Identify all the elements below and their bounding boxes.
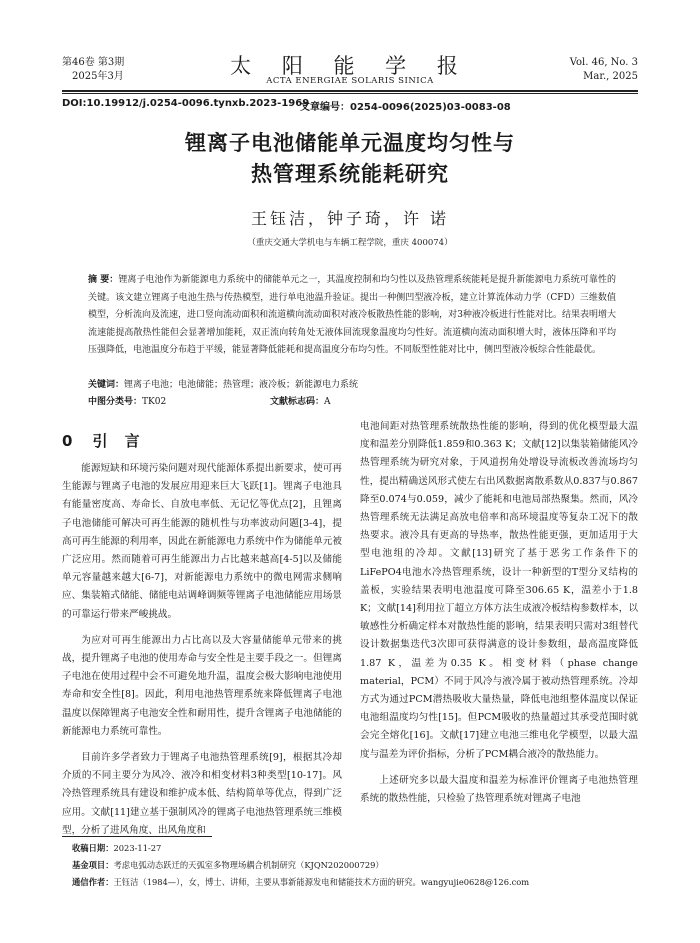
article-number: 文章编号：0254-0096(2025)03-0083-08 bbox=[300, 102, 511, 113]
section-number: 0 bbox=[62, 432, 79, 450]
header-volume-info bbox=[62, 56, 124, 84]
header-date-en: Mar., 2025 bbox=[583, 71, 638, 82]
abstract bbox=[88, 272, 616, 360]
keywords-label: 关键词： bbox=[88, 380, 125, 390]
paragraph: 为应对可再生能源出力占比高以及大容量储能单元带来的挑战，提升锂离子电池的使用寿命与安全性是主要手段之一。但锂离子电池在使用过程中会不可避免地升温，温度会极大影响电池使用寿命和安全性[8]。因此，利用电池热管理系统来降低锂离子电池温度以保障锂离子电池安全性和耐用性，提升含锂离子电池储能的新能源电力系统可靠性。 bbox=[62, 634, 342, 737]
affiliation: （重庆交通大学机电与车辆工程学院，重庆 400074） bbox=[247, 238, 453, 248]
article-title-line1: 锂离子电池储能单元温度均匀性与 bbox=[185, 131, 515, 155]
journal-title-cn: 太 阳 能 学 报 bbox=[230, 54, 470, 78]
clc-label: 中图分类号： bbox=[88, 397, 143, 407]
author-label: 通信作者： bbox=[72, 877, 114, 887]
fund-label: 基金项目： bbox=[72, 860, 114, 870]
article-title-line2: 热管理系统能耗研究 bbox=[251, 162, 449, 186]
abstract-label: 摘 要： bbox=[88, 275, 119, 285]
footnote bbox=[72, 840, 638, 891]
section-title: 引 言 bbox=[92, 432, 146, 450]
paragraph: 电池间距对热管理系统散热性能的影响，得到的优化模型最大温度和温差分别降低1.859和0.363 K；文献[12]以集装箱储能风冷热管理系统为研究对象，于风道拐角处增设导流板改善流场均匀性，提出精确送风形式使左右出风数据离散系数从0.837与0.867降至0.074与0.059，减少了能耗和电池局部热聚集。然而，风冷热管理系统无法满足高放电倍率和高环境温度等复杂工况下的散热要求。液冷具有更高的导热率，散热性能更强，更加适用于大型电池组的冷却。文献[13]研究了基于恶劣工作条件下的LiFePO4电池水冷热管理系统，设计一种新型的T型分叉结构的盖板，实验结果表明电池温度可降至306.65 K，温差小于1.8 K；文献[14]利用拉丁超立方体方法生成液冷板结构参数样本，以敏感性分析确定样本对散热性能的影响，结果表明只需对3组替代设计数据集迭代3次即可获得满意的设计参数组，最高温度降低1.87 K，温差为0.35 K。相变材料（phase change material，PCM）不同于风冷与液冷属于被动热管理系统。冷却方式为通过PCM潜热吸收大量热量，降低电池组整体温度以保证电池组温度均匀性[15]。但PCM吸收的热量超过其承受范围时就会完全熔化[16]。文献[17]建立电池三维电化学模型，以最大温度与温差为评价指标，分析了PCM耦合液冷的散热能力。 bbox=[360, 421, 638, 760]
footnote-author bbox=[72, 874, 638, 891]
header-volume-cn: 第46卷 第3期 bbox=[62, 57, 125, 68]
header-rule-bottom bbox=[62, 93, 638, 94]
paragraph: 能源短缺和环境污染问题对现代能源体系提出新要求，使可再生能源与锂离子电池的发展应用迎来巨大飞跃[1]。锂离子电池具有能量密度高、寿命长、自放电率低、无记忆等优点[2]，且锂离子电池储能可解决可再生能源的随机性与功率波动问题[3-4]，提高可再生能源的利用率，因此在新能源电力系统中作为储能单元被广泛应用。然而随着可再生能源出力占比越来越高[4-5]以及储能单元容量越来越大[6-7]，对新能源电力系统中的微电网需求侧响应、集装箱式储能、储能电站调峰调频等锂离子电池储能应用场景的可靠运行带来严峻挑战。 bbox=[62, 463, 342, 620]
received-label: 收稿日期： bbox=[72, 843, 114, 853]
document-code bbox=[270, 394, 331, 407]
header-volume-en: Vol. 46, No. 3 bbox=[569, 57, 638, 68]
clc-value: TK02 bbox=[142, 397, 167, 407]
footnote-received bbox=[72, 840, 638, 857]
left-column bbox=[62, 460, 342, 840]
header-rule-top bbox=[62, 90, 638, 92]
header-volume-info-en bbox=[570, 56, 638, 84]
author-value: 王钰洁（1984—），女，博士、讲师，主要从事新能源发电和储能技术方面的研究。wangyujie0628@126.com bbox=[113, 877, 530, 887]
footnote-fund bbox=[72, 857, 638, 874]
doc-code-value: A bbox=[324, 397, 331, 407]
paragraph: 上述研究多以最大温度和温差为标准评价锂离子电池热管理系统的散热性能，只检验了热管理系统对锂离子电池 bbox=[360, 774, 638, 805]
doi: DOI:10.19912/j.0254-0096.tynxb.2023-1969 bbox=[62, 98, 310, 109]
header-date-cn: 2025年3月 bbox=[72, 71, 124, 82]
fund-value: 考虑电弧动态跃迁的天弧室多物理场耦合机制研究（KJQN202000729） bbox=[113, 860, 384, 870]
journal-title-en: ACTA ENERGIAE SOLARIS SINICA bbox=[266, 76, 434, 86]
right-column bbox=[360, 418, 638, 808]
section-heading bbox=[62, 430, 146, 451]
article-title bbox=[62, 128, 638, 190]
footnote-rule bbox=[62, 836, 212, 837]
keywords-text: 锂离子电池；电池储能；热管理；液冷板；新能源电力系统 bbox=[124, 380, 359, 390]
abstract-text: 锂离子电池作为新能源电力系统中的储能单元之一，其温度控制和均匀性以及热管理系统能耗是提升新能源电力系统可靠性的关键。该文建立锂离子电池生热与传热模型，进行单电池温升验证。提出一种侧凹型液冷板，建立计算流体动力学（CFD）三维数值模型，分析流向及流速，进口竖向流动面积和流道横向流动面积对液冷板散热性能的影响，对3种液冷板进行性能对比。结果表明增大流速能提高散热性能但会显著增加能耗，双正流向转角处无液体回流现象温度均匀性好。流道横向流动面积增大时，液体压降和平均压强降低，电池温度分布趋于平缓，能显著降低能耗和提高温度分布均匀性。不同版型性能对比中，侧凹型液冷板综合性能最优。 bbox=[88, 275, 616, 355]
authors: 王钰洁，钟子琦，许 诺 bbox=[250, 209, 450, 228]
keywords bbox=[88, 377, 616, 390]
clc-number bbox=[88, 394, 166, 407]
paragraph: 目前许多学者致力于锂离子电池热管理系统[9]，根据其冷却介质的不同主要分为风冷、液冷和相变材料3种类型[10-17]。风冷热管理系统具有建设和维护成本低、结构简单等优点，得到广泛应用。文献[11]建立基于强制风冷的锂离子电池热管理系统三维模型，分析了进风角度、出风角度和 bbox=[62, 752, 342, 836]
received-value: 2023-11-27 bbox=[113, 843, 162, 853]
doc-code-label: 文献标志码： bbox=[270, 397, 325, 407]
